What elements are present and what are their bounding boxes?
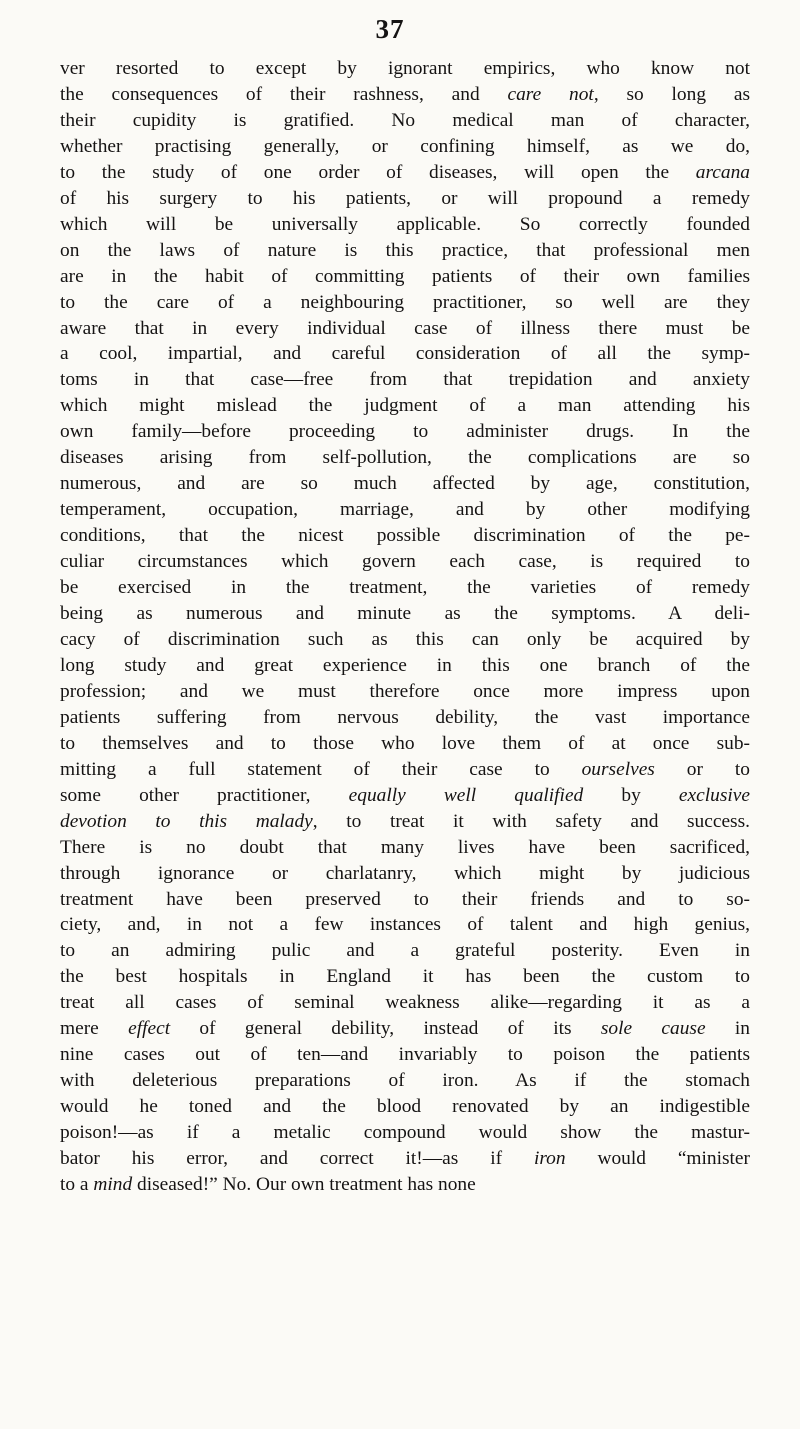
text-line xyxy=(60,1016,750,1042)
text-line xyxy=(60,1068,750,1094)
text-run: would he toned and the blood renovated by an indigestible xyxy=(60,1096,750,1118)
text-line xyxy=(60,134,750,160)
text-line xyxy=(60,990,750,1016)
italic-phrase: mind xyxy=(93,1173,133,1195)
text-line xyxy=(60,861,750,887)
text-line xyxy=(60,964,750,990)
text-line xyxy=(60,82,750,108)
text-run: to themselves and to those who love them of at once sub- xyxy=(60,732,750,754)
text-line xyxy=(60,627,750,653)
text-run: mitting a full statement of their case to xyxy=(60,758,582,780)
text-run: some other practitioner, xyxy=(60,784,349,806)
text-run: profession; and we must therefore once more impress upon xyxy=(60,680,750,702)
text-run: aware that in every individual case of illness there must be xyxy=(60,317,750,339)
text-run: are in the habit of committing patients of their own families xyxy=(60,265,750,287)
text-run: to the study of one order of diseases, will open the xyxy=(60,161,696,183)
text-line xyxy=(60,160,750,186)
text-run: to an admiring pulic and a grateful posterity. Even in xyxy=(60,940,750,962)
text-line xyxy=(60,186,750,212)
italic-phrase: effect xyxy=(128,1018,171,1040)
text-line xyxy=(60,601,750,627)
text-run: through ignorance or charlatanry, which might by judicious xyxy=(60,862,750,884)
text-run: conditions, that the nicest possible discrimination of the pe- xyxy=(60,525,750,547)
text-run: diseased!” No. Our own treatment has none xyxy=(132,1173,476,1195)
text-run: culiar circumstances which govern each case, is required to xyxy=(60,551,750,573)
text-run: whether practising generally, or confining himself, as we do, xyxy=(60,135,750,157)
text-line xyxy=(60,1146,750,1172)
text-line xyxy=(60,705,750,731)
text-line xyxy=(60,912,750,938)
text-run: toms in that case—free from that trepidation and anxiety xyxy=(60,369,750,391)
text-run: the best hospitals in England it has been the custom to xyxy=(60,966,750,988)
text-line xyxy=(60,731,750,757)
text-run: be exercised in the treatment, the varieties of remedy xyxy=(60,577,750,599)
text-run: numerous, and are so much affected by age, constitution, xyxy=(60,473,750,495)
text-line xyxy=(60,1120,750,1146)
text-line xyxy=(60,1042,750,1068)
text-run: or to xyxy=(654,758,750,780)
italic-phrase: devotion to this malady xyxy=(60,810,313,832)
text-line xyxy=(60,809,750,835)
text-run: patients suffering from nervous debility, the vast importance xyxy=(60,706,750,728)
text-line xyxy=(60,835,750,861)
text-run: being as numerous and minute as the symptoms. A deli- xyxy=(60,603,750,625)
text-line xyxy=(60,653,750,679)
text-run: treatment have been preserved to their friends and to so- xyxy=(60,888,750,910)
text-run: ciety, and, in not a few instances of talent and high genius, xyxy=(60,914,750,936)
italic-phrase: care not xyxy=(507,83,594,105)
text-run: to a xyxy=(60,1173,94,1195)
text-line xyxy=(60,497,750,523)
text-run: , so long as xyxy=(593,83,750,105)
text-line xyxy=(60,938,750,964)
text-line xyxy=(60,238,750,264)
text-run: long study and great experience in this one branch of the xyxy=(60,654,750,676)
text-run: , to treat it with safety and success. xyxy=(312,810,750,832)
italic-phrase: equally well qualified xyxy=(348,784,584,806)
text-run: to the care of a neighbouring practitioner, so well are they xyxy=(60,291,750,313)
text-line xyxy=(60,575,750,601)
text-run: poison!—as if a metalic compound would show the mastur- xyxy=(60,1122,750,1144)
text-line xyxy=(60,757,750,783)
italic-phrase: exclusive xyxy=(678,784,750,806)
text-run: treat all cases of seminal weakness alike—regarding it as a xyxy=(60,992,750,1014)
text-line xyxy=(60,523,750,549)
text-run: temperament, occupation, marriage, and by other modifying xyxy=(60,499,750,521)
italic-phrase: iron xyxy=(533,1148,566,1170)
text-run: on the laws of nature is this practice, that professional men xyxy=(60,239,750,261)
text-run: of his surgery to his patients, or will propound a remedy xyxy=(60,187,750,209)
text-line xyxy=(60,887,750,913)
text-run: ver resorted to except by ignorant empirics, who know not xyxy=(60,58,750,79)
text-line xyxy=(60,783,750,809)
text-line xyxy=(60,393,750,419)
text-line xyxy=(60,341,750,367)
body-text xyxy=(60,56,750,1198)
text-run: own family—before proceeding to administer drugs. In the xyxy=(60,421,750,443)
text-run: bator his error, and correct it!—as if xyxy=(60,1148,534,1170)
text-run: of general debility, instead of its xyxy=(170,1018,601,1040)
page-number: 37 xyxy=(375,14,405,44)
text-line xyxy=(60,549,750,575)
text-run: There is no doubt that many lives have been sacrificed, xyxy=(60,836,750,858)
text-line xyxy=(60,1172,750,1198)
text-line xyxy=(60,290,750,316)
text-run: cacy of discrimination such as this can only be acquired by xyxy=(60,628,750,650)
text-line xyxy=(60,471,750,497)
text-line xyxy=(60,108,750,134)
text-run: the consequences of their rashness, and xyxy=(60,83,508,105)
italic-phrase: ourselves xyxy=(581,758,655,780)
text-run: a cool, impartial, and careful consideration of all the symp- xyxy=(60,343,750,365)
text-line xyxy=(60,419,750,445)
text-run: which will be universally applicable. So correctly founded xyxy=(60,213,750,235)
text-run: with deleterious preparations of iron. As if the stomach xyxy=(60,1070,750,1092)
italic-phrase: arcana xyxy=(695,161,750,183)
text-line xyxy=(60,264,750,290)
text-run: which might mislead the judgment of a man attending his xyxy=(60,395,750,417)
text-run: diseases arising from self-pollution, the complications are so xyxy=(60,447,750,469)
text-line xyxy=(60,316,750,342)
text-run: their cupidity is gratified. No medical man of character, xyxy=(60,109,750,131)
text-line xyxy=(60,679,750,705)
text-line xyxy=(60,1094,750,1120)
text-line xyxy=(60,212,750,238)
text-run: nine cases out of ten—and invariably to poison the patients xyxy=(60,1044,750,1066)
italic-phrase: sole cause xyxy=(600,1018,706,1040)
text-line xyxy=(60,445,750,471)
text-run: mere xyxy=(60,1018,129,1040)
text-run: would “minister xyxy=(565,1148,750,1170)
text-line xyxy=(60,367,750,393)
text-run: in xyxy=(705,1018,750,1040)
text-line xyxy=(60,56,750,82)
text-run: by xyxy=(583,784,679,806)
